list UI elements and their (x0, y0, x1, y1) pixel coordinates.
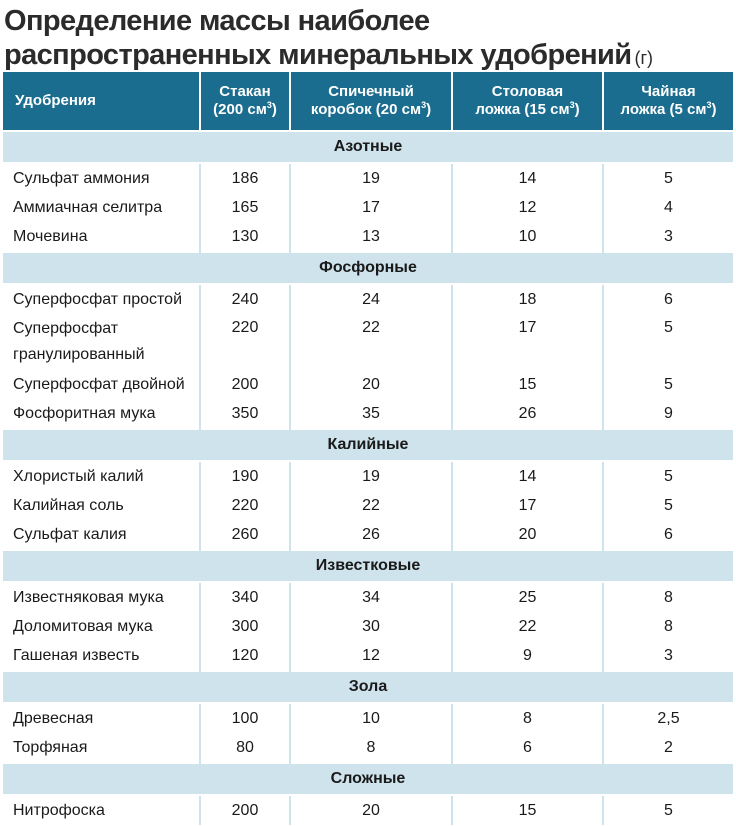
group-row (3, 763, 733, 795)
teaspoon-value: 8 (603, 612, 733, 641)
page-title (3, 0, 733, 72)
glass-value: 200 (200, 795, 290, 825)
matchbox-value: 20 (290, 370, 452, 399)
table-row (3, 193, 733, 222)
teaspoon-value: 5 (603, 314, 733, 370)
matchbox-value: 20 (290, 795, 452, 825)
table-row (3, 641, 733, 671)
teaspoon-value: 5 (603, 795, 733, 825)
matchbox-value: 30 (290, 612, 452, 641)
tablespoon-value: 17 (452, 491, 603, 520)
title-line-2: распространенных минеральных удобрений (4, 39, 632, 71)
glass-value: 120 (200, 641, 290, 671)
group-row (3, 429, 733, 461)
header-matchbox: Спичечный коробок (20 $см^3$) (290, 72, 452, 131)
glass-value: 80 (200, 733, 290, 763)
table-row (3, 399, 733, 429)
glass-value: 100 (200, 703, 290, 733)
teaspoon-value: 2 (603, 733, 733, 763)
header-glass: Стакан (200 $см^3$) (200, 72, 290, 131)
tablespoon-value: 15 (452, 795, 603, 825)
fertilizer-name: Фосфоритная мука (3, 399, 200, 429)
matchbox-value: 19 (290, 163, 452, 193)
header-teaspoon: Чайная ложка (5 $см^3$) (603, 72, 733, 131)
table-row (3, 703, 733, 733)
tablespoon-value: 14 (452, 461, 603, 491)
tablespoon-value: 15 (452, 370, 603, 399)
teaspoon-value: 8 (603, 582, 733, 612)
table-body (3, 131, 733, 825)
fertilizer-name: Известняковая мука (3, 582, 200, 612)
fertilizer-name: Древесная (3, 703, 200, 733)
tablespoon-value: 9 (452, 641, 603, 671)
group-row (3, 131, 733, 163)
fertilizer-name: Суперфосфат гранулированный (3, 314, 200, 370)
glass-value: 350 (200, 399, 290, 429)
table-row (3, 795, 733, 825)
table-row (3, 314, 733, 370)
tablespoon-value: 22 (452, 612, 603, 641)
tablespoon-value: 26 (452, 399, 603, 429)
fertilizer-name: Мочевина (3, 222, 200, 252)
fertilizer-name: Гашеная известь (3, 641, 200, 671)
table-row (3, 491, 733, 520)
fertilizer-name: Сульфат калия (3, 520, 200, 550)
group-title: Азотные (3, 131, 733, 163)
title-unit: (г) (634, 48, 654, 68)
teaspoon-value: 6 (603, 520, 733, 550)
glass-value: 220 (200, 491, 290, 520)
header-fertilizer: Удобрения (3, 72, 200, 131)
matchbox-value: 22 (290, 314, 452, 370)
group-title: Зола (3, 671, 733, 703)
teaspoon-value: 6 (603, 284, 733, 314)
table-row (3, 222, 733, 252)
tablespoon-value: 14 (452, 163, 603, 193)
tablespoon-value: 17 (452, 314, 603, 370)
table-row (3, 520, 733, 550)
group-row (3, 550, 733, 582)
tablespoon-value: 6 (452, 733, 603, 763)
teaspoon-value: 3 (603, 222, 733, 252)
tablespoon-value: 25 (452, 582, 603, 612)
tablespoon-value: 10 (452, 222, 603, 252)
tablespoon-value: 8 (452, 703, 603, 733)
table-header (3, 72, 733, 131)
matchbox-value: 26 (290, 520, 452, 550)
teaspoon-value: 2,5 (603, 703, 733, 733)
glass-value: 200 (200, 370, 290, 399)
tablespoon-value: 12 (452, 193, 603, 222)
teaspoon-value: 5 (603, 491, 733, 520)
glass-value: 186 (200, 163, 290, 193)
table-row (3, 370, 733, 399)
title-line-1: Определение массы наиболее (4, 5, 430, 37)
matchbox-value: 13 (290, 222, 452, 252)
table-row (3, 163, 733, 193)
fertilizer-name: Калийная соль (3, 491, 200, 520)
glass-value: 300 (200, 612, 290, 641)
fertilizer-table (3, 72, 733, 825)
tablespoon-value: 18 (452, 284, 603, 314)
table-row (3, 733, 733, 763)
fertilizer-name: Аммиачная селитра (3, 193, 200, 222)
fertilizer-name: Нитрофоска (3, 795, 200, 825)
fertilizer-name: Сульфат аммония (3, 163, 200, 193)
matchbox-value: 34 (290, 582, 452, 612)
fertilizer-name: Суперфосфат простой (3, 284, 200, 314)
teaspoon-value: 5 (603, 370, 733, 399)
glass-value: 260 (200, 520, 290, 550)
teaspoon-value: 4 (603, 193, 733, 222)
matchbox-value: 17 (290, 193, 452, 222)
group-title: Калийные (3, 429, 733, 461)
matchbox-value: 22 (290, 491, 452, 520)
teaspoon-value: 5 (603, 163, 733, 193)
group-row (3, 252, 733, 284)
group-row (3, 671, 733, 703)
header-row (3, 72, 733, 131)
table-row (3, 582, 733, 612)
matchbox-value: 12 (290, 641, 452, 671)
matchbox-value: 8 (290, 733, 452, 763)
teaspoon-value: 9 (603, 399, 733, 429)
glass-value: 340 (200, 582, 290, 612)
tablespoon-value: 20 (452, 520, 603, 550)
glass-value: 240 (200, 284, 290, 314)
glass-value: 220 (200, 314, 290, 370)
table-row (3, 461, 733, 491)
glass-value: 190 (200, 461, 290, 491)
table-row (3, 284, 733, 314)
group-title: Фосфорные (3, 252, 733, 284)
fertilizer-name: Торфяная (3, 733, 200, 763)
group-title: Известковые (3, 550, 733, 582)
teaspoon-value: 5 (603, 461, 733, 491)
matchbox-value: 24 (290, 284, 452, 314)
teaspoon-value: 3 (603, 641, 733, 671)
table-row (3, 612, 733, 641)
header-tablespoon: Столовая ложка (15 $см^3$) (452, 72, 603, 131)
fertilizer-name: Доломитовая мука (3, 612, 200, 641)
glass-value: 130 (200, 222, 290, 252)
matchbox-value: 10 (290, 703, 452, 733)
glass-value: 165 (200, 193, 290, 222)
group-title: Сложные (3, 763, 733, 795)
matchbox-value: 35 (290, 399, 452, 429)
matchbox-value: 19 (290, 461, 452, 491)
fertilizer-name: Хлористый калий (3, 461, 200, 491)
fertilizer-name: Суперфосфат двойной (3, 370, 200, 399)
